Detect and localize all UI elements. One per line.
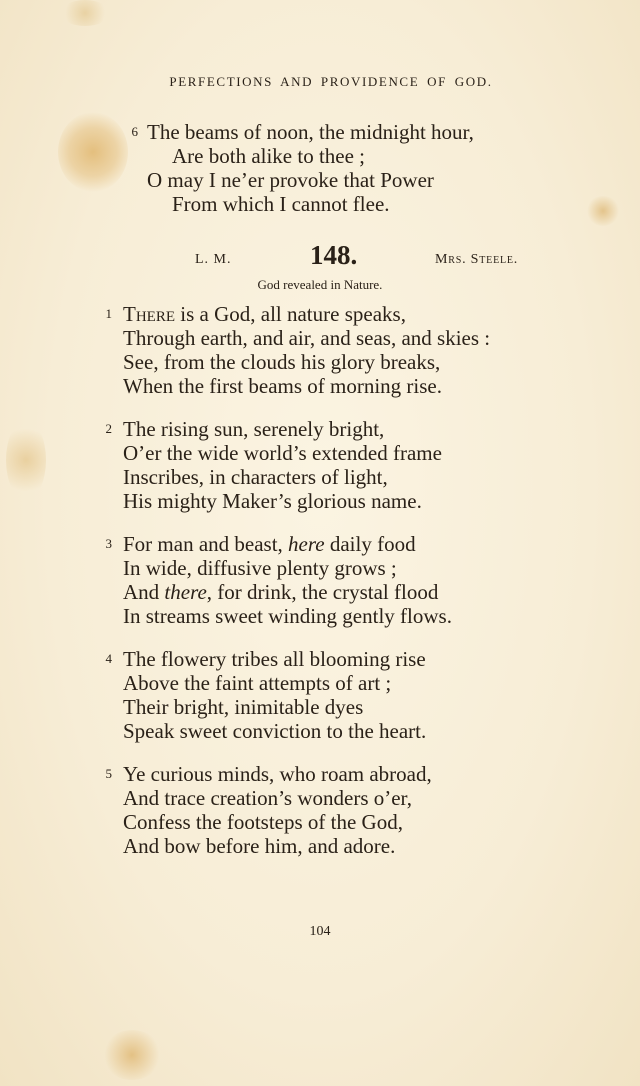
foxing-stain [60, 0, 110, 26]
running-head-text: PERFECTIONS AND PROVIDENCE OF GOD. [169, 74, 493, 89]
verse-line: O may I ne’er provoke that Power [147, 168, 434, 192]
running-head [0, 74, 640, 90]
drop-word: There [123, 302, 175, 326]
verse-line: Above the faint attempts of art ; [123, 671, 392, 695]
verse-line: In wide, diffusive plenty grows ; [123, 556, 397, 580]
verse-line: When the first beams of morning rise. [123, 374, 442, 398]
verse-line: From which I cannot flee. [172, 192, 390, 216]
verse-line: Confess the footsteps of the God, [123, 810, 403, 834]
foxing-stain [586, 196, 620, 226]
verse-line: And trace creation’s wonders o’er, [123, 786, 412, 810]
foxing-stain [102, 1030, 162, 1080]
verse-line: The flowery tribes all blooming rise [123, 647, 426, 671]
verse-line: In streams sweet winding gently flows. [123, 604, 452, 628]
stanza-number: 5 [105, 766, 112, 781]
verse-line: His mighty Maker’s glorious name. [123, 489, 422, 513]
verse-line: And bow before him, and adore. [123, 834, 396, 858]
verse-line: Their bright, inimitable dyes [123, 695, 364, 719]
hymn-meter: L. M. [195, 252, 232, 267]
stanza-number: 2 [105, 421, 112, 436]
verse-line: The beams of noon, the midnight hour, [147, 120, 474, 144]
stanza-number: 3 [105, 536, 112, 551]
verse-line: O’er the wide world’s extended frame [123, 441, 442, 465]
verse-text: daily food [324, 532, 416, 556]
hymn-number: 148. [310, 240, 358, 270]
verse-line-rest: is a God, all nature speaks, [175, 302, 406, 326]
verse-line: Ye curious minds, who roam abroad, [123, 762, 432, 786]
verse-line: The rising sun, serenely bright, [123, 417, 385, 441]
stanza-number: 1 [105, 306, 112, 321]
hymn-header [0, 240, 640, 280]
hymn-author: Mrs. Steele. [435, 252, 519, 267]
verse-line [123, 580, 438, 604]
stanza-number: 6 [131, 124, 138, 139]
page-number: 104 [309, 924, 331, 939]
verse-line [123, 302, 406, 326]
hymn-subtitle: God revealed in Nature. [257, 277, 383, 292]
verse-line: See, from the clouds his glory breaks, [123, 350, 441, 374]
verse-text: , for drink, the crystal flood [206, 580, 439, 604]
verse-line: Through earth, and air, and seas, and skies : [123, 326, 491, 350]
stanza-number: 4 [105, 651, 112, 666]
verse-text: For man and beast, [123, 532, 289, 556]
foxing-stain [6, 420, 46, 500]
verse-line [123, 532, 416, 556]
verse-line: Are both alike to thee ; [172, 144, 366, 168]
verse-line: Inscribes, in characters of light, [123, 465, 388, 489]
verse-line: Speak sweet conviction to the heart. [123, 719, 427, 743]
italic-word: here [288, 532, 325, 556]
italic-word: there [164, 580, 207, 604]
verse-text: And [123, 580, 165, 604]
